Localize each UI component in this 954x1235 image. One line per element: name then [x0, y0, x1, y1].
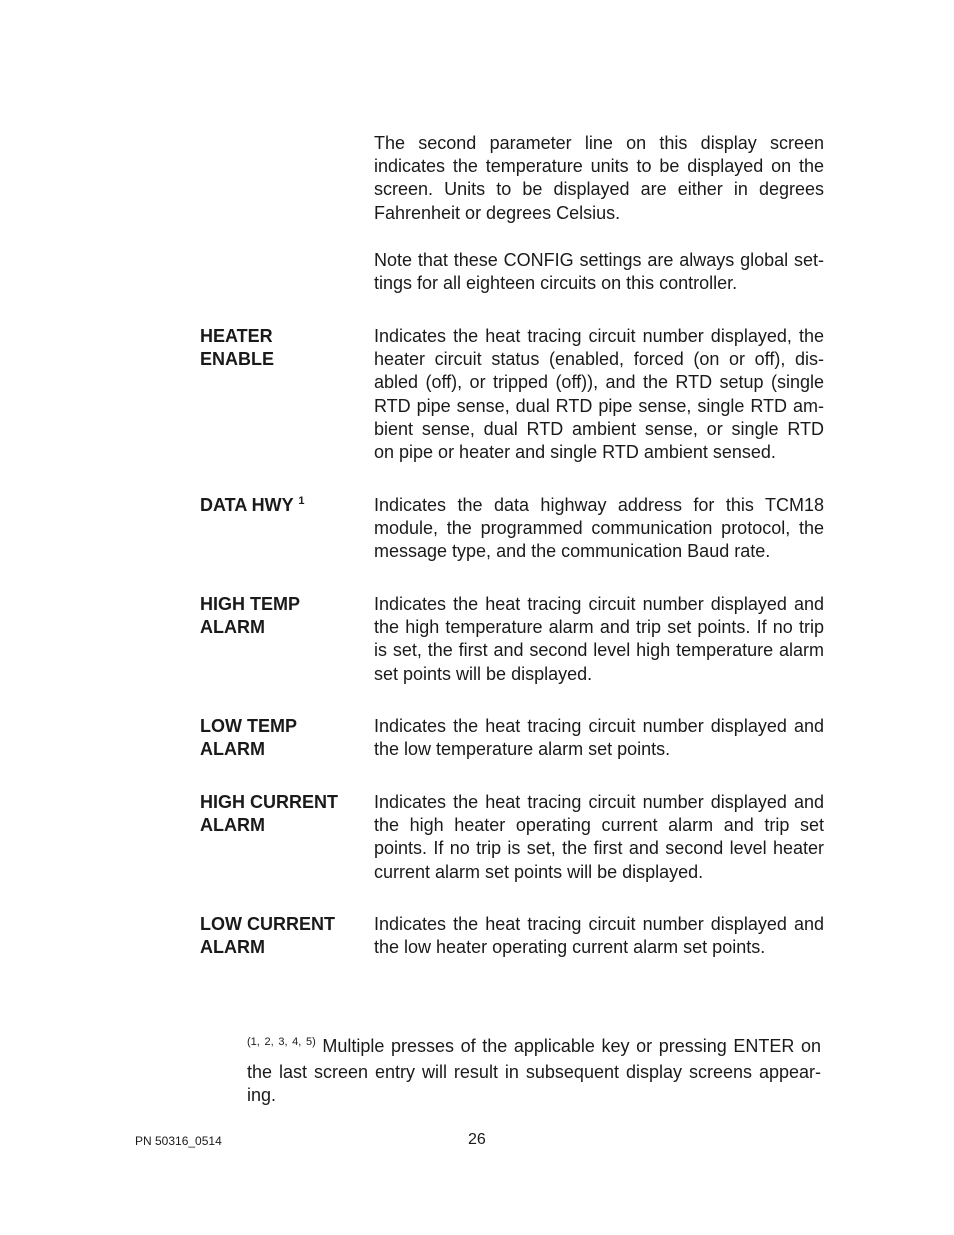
- term-line: LOW CURRENT: [200, 914, 335, 934]
- text-line: Fahrenheit or degrees Celsius.: [374, 202, 621, 223]
- text-line: Indicates the heat tracing circuit number displayed and: [374, 716, 824, 736]
- term-low-current-alarm: [200, 913, 335, 959]
- footnote-line: the last screen entry will result in subsequent display screens appear-: [247, 1062, 821, 1083]
- footnote-line: [247, 1035, 821, 1061]
- term-text: DATA HWY: [200, 495, 294, 515]
- desc-heater-enable: [374, 325, 824, 464]
- term-data-hwy: [200, 494, 304, 520]
- text-line: current alarm set points will be displayed.: [374, 861, 704, 882]
- intro-paragraph-note: [374, 249, 824, 295]
- text-line: indicates the temperature units to be displayed on the: [374, 156, 824, 177]
- intro-paragraph-units: [374, 132, 824, 225]
- term-line: ALARM: [200, 617, 265, 638]
- desc-low-temp-alarm: [374, 715, 824, 761]
- text-line: set points will be displayed.: [374, 663, 593, 684]
- text-line: the high temperature alarm and trip set points. If no trip: [374, 617, 824, 638]
- text-line: tings for all eighteen circuits on this controller.: [374, 273, 738, 294]
- term-heater-enable: [200, 325, 274, 371]
- text-line: RTD pipe sense, dual RTD pipe sense, single RTD am-: [374, 395, 824, 416]
- desc-high-current-alarm: [374, 791, 824, 884]
- text-line: Indicates the heat tracing circuit number displayed, the: [374, 326, 824, 346]
- text-line: message type, and the communication Baud rate.: [374, 541, 771, 562]
- term-line: HIGH CURRENT: [200, 792, 338, 812]
- text-line: the low temperature alarm set points.: [374, 739, 671, 760]
- text-line: heater circuit status (enabled, forced (on or off), dis-: [374, 349, 824, 370]
- text-line: points. If no trip is set, the first and second level heater: [374, 838, 824, 859]
- text-line: is set, the first and second level high temperature alarm: [374, 640, 824, 661]
- text-line: Indicates the data highway address for this TCM18: [374, 495, 824, 515]
- term-line: ALARM: [200, 815, 265, 836]
- term-line: HEATER: [200, 326, 273, 346]
- part-number: PN 50316_0514: [135, 1134, 222, 1148]
- term-line: ALARM: [200, 739, 265, 760]
- text-line: Indicates the heat tracing circuit number displayed and: [374, 594, 824, 614]
- text-line: module, the programmed communication protocol, the: [374, 518, 824, 539]
- text-line: Indicates the heat tracing circuit number displayed and: [374, 914, 824, 934]
- page-number: 26: [468, 1131, 486, 1148]
- term-line: ENABLE: [200, 349, 275, 370]
- term-line: HIGH TEMP: [200, 594, 301, 614]
- text-line: screen. Units to be displayed are either in degrees: [374, 179, 824, 200]
- text-line: Note that these CONFIG settings are always global set-: [374, 250, 824, 270]
- term-low-temp-alarm: [200, 715, 297, 761]
- text-line: Indicates the heat tracing circuit number displayed and: [374, 792, 824, 812]
- footnote-text: Multiple presses of the applicable key or pressing ENTER on: [315, 1036, 821, 1056]
- term-high-current-alarm: [200, 791, 338, 837]
- footnote: [247, 1035, 821, 1108]
- text-line: The second parameter line on this display screen: [374, 133, 824, 153]
- text-line: the low heater operating current alarm set points.: [374, 937, 766, 958]
- text-line: abled (off), or tripped (off)), and the RTD setup (single: [374, 372, 824, 393]
- desc-low-current-alarm: [374, 913, 824, 959]
- term-line: LOW TEMP: [200, 716, 297, 736]
- term-line: ALARM: [200, 937, 265, 958]
- footnote-line: ing.: [247, 1085, 277, 1106]
- footnote-marker: (1, 2, 3, 4, 5): [247, 1036, 316, 1048]
- text-line: bient sense, dual RTD ambient sense, or single RTD: [374, 418, 824, 439]
- desc-high-temp-alarm: [374, 593, 824, 686]
- desc-data-hwy: [374, 494, 824, 564]
- text-line: the high heater operating current alarm and trip set: [374, 815, 824, 836]
- text-line: on pipe or heater and single RTD ambient sensed.: [374, 442, 776, 463]
- term-line: [200, 494, 304, 520]
- term-high-temp-alarm: [200, 593, 300, 639]
- footnote-marker: 1: [298, 495, 305, 507]
